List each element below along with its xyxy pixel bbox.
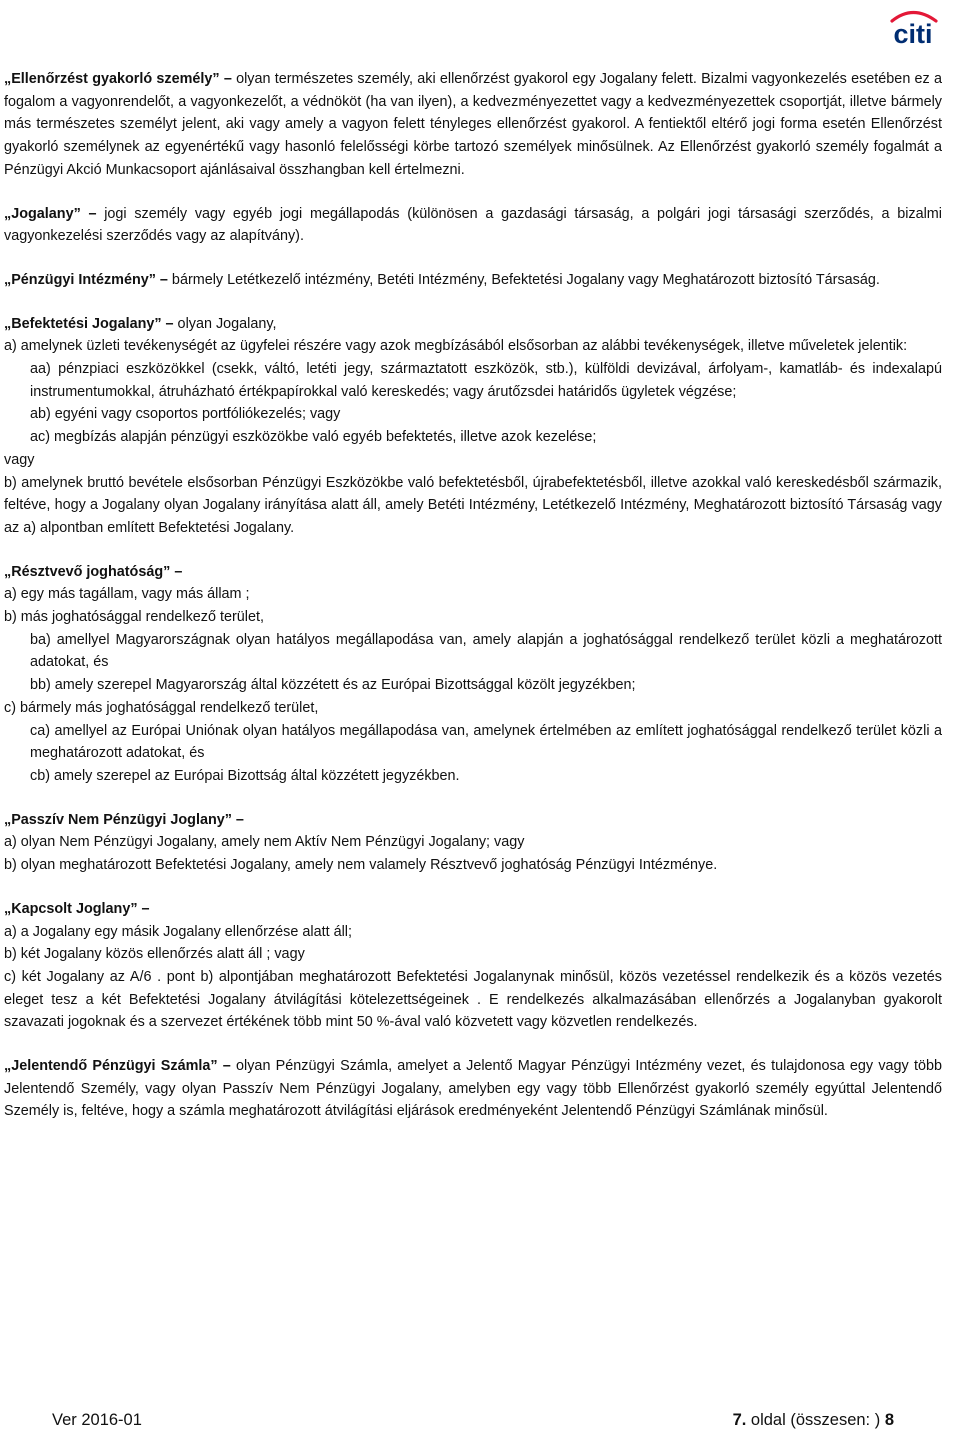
definition-item: b) két Jogalany közös ellenőrzés alatt áll ; vagy — [4, 946, 305, 963]
footer-page-total: 8 — [884, 1411, 894, 1429]
definition-item: a) amelynek üzleti tevékenységét az ügyfelei részére vagy azok megbízásából elsősorban az alábbi tevékenységek, illetve műveletek jelentik: — [4, 338, 908, 355]
definition-item: vagy — [4, 451, 35, 468]
definition-item: ca) amellyel az Európai Uniónak olyan hatályos megállapodása van, amelynek értelmében az említett joghatósággal rendelkező terület közli a meghatározott adatokat, és — [30, 722, 942, 762]
definition-item: b) amelynek bruttó bevétele elsősorban Pénzügyi Eszközökbe való befektetésből, újrabefektetésből, illetve azokkal való kereskedésből származik, feltéve, hogy a Jogalany olyan Jogalany irányítása alatt áll, amely Betéti Intézmény, Letétkezelő Intézmény, Meghatározott biztosító Társaság vagy az a) alpontban említett Befektetési Jogalany. — [4, 474, 942, 536]
definition-text: jogi személy vagy egyéb jogi megállapodás (különösen a gazdasági társaság, a polgári jogi társasági szerződés, a bizalmi vagyonkezelési szerződés vagy az alapítvány). — [4, 205, 942, 245]
definition-term: „Kapcsolt Joglany” – — [4, 900, 150, 917]
footer-page-number: 7. — [732, 1411, 747, 1429]
definition-item: cb) amely szerepel az Európai Bizottság által közzétett jegyzékben. — [30, 767, 460, 784]
definition-section — [4, 269, 942, 292]
definition-section — [4, 313, 942, 540]
definition-section — [4, 561, 942, 788]
definition-section — [4, 68, 942, 182]
definition-item: a) a Jogalany egy másik Jogalany ellenőrzése alatt áll; — [4, 923, 352, 940]
definition-item: ab) egyéni vagy csoportos portfóliókezelés; vagy — [30, 406, 341, 423]
definition-section — [4, 809, 942, 877]
footer-page-label: oldal (összesen: ) — [746, 1411, 885, 1429]
definition-item: a) egy más tagállam, vagy más állam ; — [4, 586, 250, 603]
definition-text: olyan természetes személy, aki ellenőrzést gyakorol egy Jogalany felett. Bizalmi vagyonkezelés esetében ez a fogalom a vagyonrendelőt, a vagyonkezelőt, a védnököt (ha van ilyen), a kedvezményezettet vagy a kedvezményezettek csoportját, illetve bármely más természetes személyt jelent, aki vagy amely a vagyon felett tényleges ellenőrzést gyakorol. A fentiektől eltérő jogi forma esetén Ellenőrzést gyakorló személynek az egyenértékű vagy hasonló felelősségi körbe tartozó személyek minősülnek. Az Ellenőrzést gyakorló személy fogalmát a Pénzügyi Akció Munkacsoport ajánlásaival összhangban kell értelmezni. — [4, 71, 942, 178]
definition-section — [4, 203, 942, 248]
definition-item: b) olyan meghatározott Befektetési Jogalany, amely nem valamely Résztvevő joghatóság Pénzügyi Intézménye. — [4, 857, 718, 874]
definition-term: „Befektetési Jogalany” – — [4, 315, 174, 332]
definition-section — [4, 898, 942, 1034]
definition-term: „Pénzügyi Intézmény” – — [4, 271, 168, 288]
definition-item: aa) pénzpiaci eszközökkel (csekk, váltó, letéti jegy, származtatott eszközök, stb.), külföldi devizával, árfolyam-, kamatláb- és indexalapú instrumentumokkal, átruházható értékpapírokkal való kereskedés; vagy árutőzsdei határidős ügyletek végzése; — [30, 361, 942, 400]
definition-item: ac) megbízás alapján pénzügyi eszközökbe való egyéb befektetés, illetve azok kezelése; — [30, 429, 597, 446]
footer-version: Ver 2016-01 — [52, 1411, 142, 1429]
citi-logo — [882, 6, 944, 46]
definition-text: olyan Pénzügyi Számla, amelyet a Jelentő Magyar Pénzügyi Intézmény vezet, és tulajdonosa egy vagy több Jelentendő Személy, vagy olyan Passzív Nem Pénzügyi Jogalany, amelyben egy vagy több Ellenőrzést gyakorló személy egyúttal Jelentendő Személy is, feltéve, hogy a számla meghatározott átvilágítási eljárások eredményeként Jelentendő Pénzügyi Számlának minősül. — [4, 1058, 942, 1120]
definition-item: a) olyan Nem Pénzügyi Jogalany, amely nem Aktív Nem Pénzügyi Jogalany; vagy — [4, 834, 525, 851]
definition-term: „Ellenőrzést gyakorló személy” – — [4, 71, 232, 87]
definition-text: bármely Letétkezelő intézmény, Betéti Intézmény, Befektetési Jogalany vagy Meghatározott biztosító Társaság. — [167, 271, 880, 288]
definition-item: c) két Jogalany az A/6 . pont b) alpontjában meghatározott Befektetési Jogalanynak minősül, közös vezetéssel rendelkezik és a közös vezetés eleget tesz a két Befektetési Jogalany átvilágítási kötelezettségeinek . E rendelkezés alkalmazásában ellenőrzés a Jogalanyban gyakorolt szavazati jogoknak és a szervezet értékének több mint 50 %-ával való közvetett vagy közvetlen rendelkezés. — [4, 968, 942, 1031]
document-body — [4, 68, 942, 1144]
definition-term: „Résztvevő joghatóság” – — [4, 563, 183, 580]
definition-term: „Passzív Nem Pénzügyi Joglany” – — [4, 811, 244, 828]
definition-section — [4, 1055, 942, 1123]
definition-item: c) bármely más joghatósággal rendelkező terület, — [4, 699, 319, 716]
definition-item: bb) amely szerepel Magyarország által közzétett és az Európai Bizottsággal közölt jegyzékben; — [30, 677, 636, 694]
definition-item: b) más joghatósággal rendelkező terület, — [4, 609, 264, 626]
definition-term: „Jelentendő Pénzügyi Számla” – — [4, 1058, 231, 1075]
definition-term: „Jogalany” – — [4, 205, 97, 222]
logo-text: citi — [893, 19, 933, 46]
footer-page-info — [733, 1409, 894, 1431]
definition-text: olyan Jogalany, — [173, 315, 277, 332]
definition-item: ba) amellyel Magyarországnak olyan hatályos megállapodása van, amely alapján a joghatósággal rendelkező terület közli a meghatározott adatokat, és — [30, 631, 942, 671]
